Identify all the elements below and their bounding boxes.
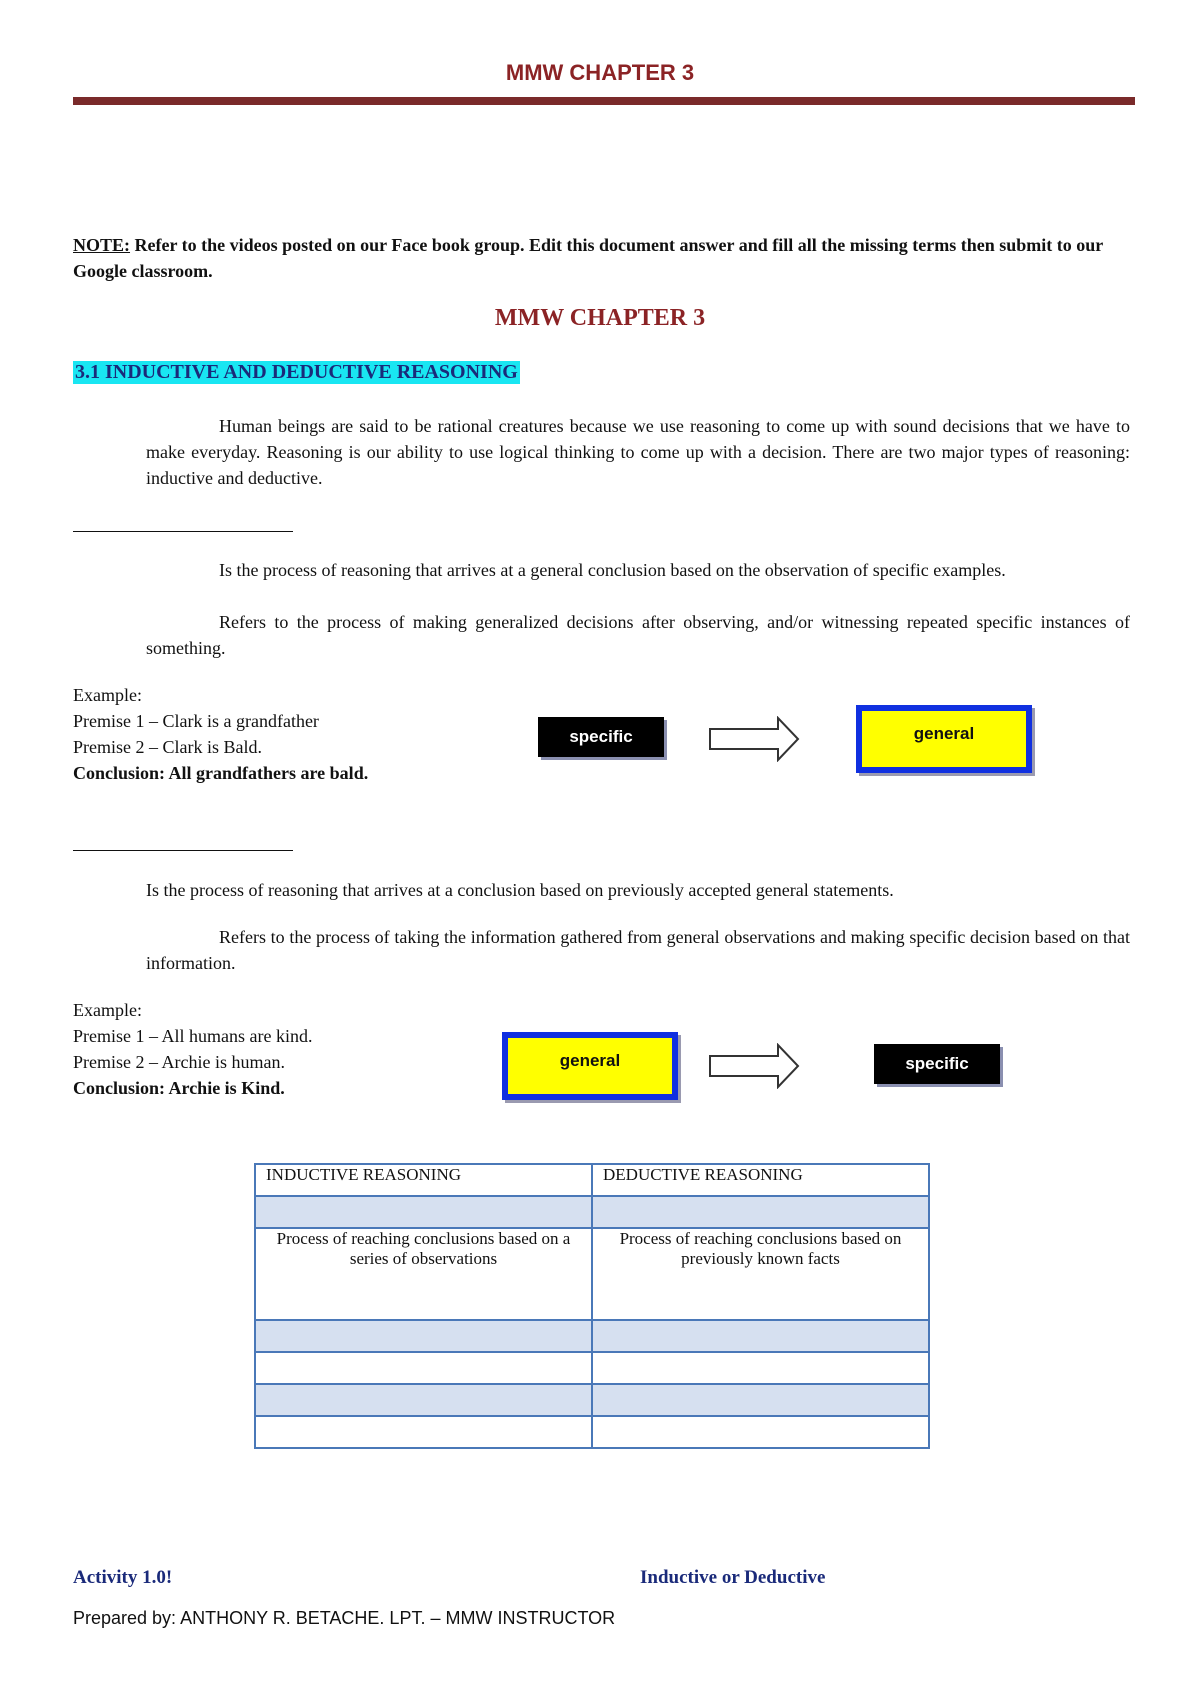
table-row [255, 1384, 929, 1416]
intro-paragraph: Human beings are said to be rational creatures because we use reasoning to come up with sound decisions that we have to make everyday. Reasoning is our ability to use logical thinking to come up with a decision. There are two major types of reasoning: inductive and deductive. [146, 416, 1130, 488]
table-cell[interactable] [592, 1196, 929, 1228]
chapter-title: MMW CHAPTER 3 [494, 305, 706, 331]
note-paragraph [73, 232, 1133, 284]
table-header-inductive: INDUCTIVE REASONING [255, 1164, 592, 1196]
premise-2: Premise 2 – Clark is Bald. [73, 737, 262, 757]
general-box: general [856, 705, 1032, 773]
table-row [255, 1352, 929, 1384]
footer-prepared-by: Prepared by: ANTHONY R. BETACHE. LPT. – MMW INSTRUCTOR [73, 1608, 616, 1628]
specific-box: specific [538, 717, 664, 757]
inductive-example [73, 682, 368, 786]
general-box: general [502, 1032, 678, 1100]
note-label: NOTE: [73, 235, 131, 255]
arrow-right-icon [708, 1043, 802, 1089]
activity-label: Activity 1.0! [73, 1567, 173, 1588]
table-cell[interactable] [255, 1196, 592, 1228]
table-cell[interactable] [255, 1352, 592, 1384]
section-heading: 3.1 INDUCTIVE AND DEDUCTIVE REASONING [75, 361, 518, 383]
table-header-deductive: DEDUCTIVE REASONING [592, 1164, 929, 1196]
table-row [255, 1320, 929, 1352]
deductive-example [73, 997, 312, 1101]
note-text: Refer to the videos posted on our Face book group. Edit this document answer and fill all the missing terms then submit to our Google classroom. [73, 235, 1103, 281]
table-cell: Process of reaching conclusions based on a series of observations [255, 1228, 592, 1320]
arrow-right-icon [708, 716, 802, 762]
table-row [255, 1196, 929, 1228]
table-cell[interactable] [592, 1416, 929, 1448]
table-cell[interactable] [255, 1320, 592, 1352]
table-cell: Process of reaching conclusions based on previously known facts [592, 1228, 929, 1320]
inductive-blank-line[interactable] [73, 531, 293, 532]
deductive-definition-2: Refers to the process of taking the information gathered from general observations and making specific decision based on that information. [146, 927, 1130, 973]
example-label: Example: [73, 1000, 142, 1020]
premise-1: Premise 1 – Clark is a grandfather [73, 711, 319, 731]
conclusion: Conclusion: Archie is Kind. [73, 1078, 285, 1098]
table-cell[interactable] [255, 1416, 592, 1448]
table-cell[interactable] [592, 1320, 929, 1352]
deductive-definition-1: Is the process of reasoning that arrives at a conclusion based on previously accepted general statements. [146, 880, 894, 900]
example-label: Example: [73, 685, 142, 705]
premise-1: Premise 1 – All humans are kind. [73, 1026, 313, 1046]
inductive-definition-1: Is the process of reasoning that arrives at a general conclusion based on the observation of specific examples. [219, 560, 1006, 580]
comparison-table [254, 1163, 930, 1449]
premise-2: Premise 2 – Archie is human. [73, 1052, 285, 1072]
activity-title: Inductive or Deductive [640, 1567, 826, 1588]
deductive-blank-line[interactable] [73, 850, 293, 851]
header-title: MMW CHAPTER 3 [505, 60, 695, 85]
table-row [255, 1164, 929, 1196]
table-row [255, 1416, 929, 1448]
table-row [255, 1228, 929, 1320]
header-rule [73, 97, 1135, 105]
table-cell[interactable] [592, 1352, 929, 1384]
table-cell[interactable] [592, 1384, 929, 1416]
table-cell[interactable] [255, 1384, 592, 1416]
specific-box: specific [874, 1044, 1000, 1084]
inductive-definition-2: Refers to the process of making generalized decisions after observing, and/or witnessing repeated specific instances of something. [146, 612, 1130, 658]
conclusion: Conclusion: All grandfathers are bald. [73, 763, 369, 783]
